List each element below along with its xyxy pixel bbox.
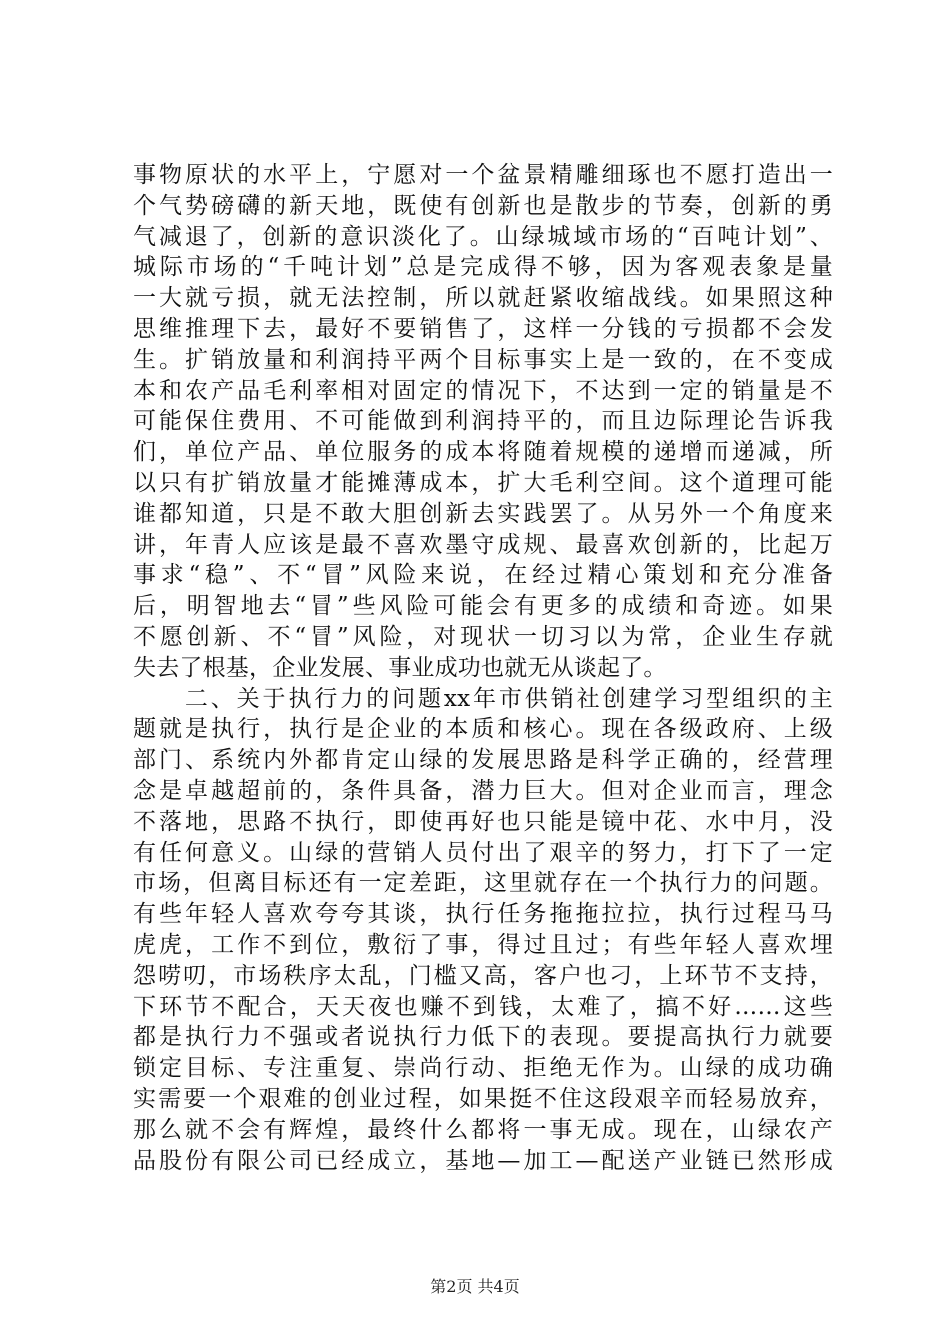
text-line: 题就是执行，执行是企业的本质和核心。现在各级政府、上级	[133, 716, 833, 743]
text-line: 有任何意义。山绿的营销人员付出了艰辛的努力，打下了一定	[133, 839, 833, 866]
text-line: 虎虎，工作不到位，敷衍了事，得过且过；有些年轻人喜欢埋	[133, 931, 833, 958]
text-line: 思维推理下去，最好不要销售了，这样一分钱的亏损都不会发	[133, 315, 833, 342]
text-line: 可能保住费用、不可能做到利润持平的，而且边际理论告诉我	[133, 408, 833, 435]
text-line: 念是卓越超前的，条件具备，潜力巨大。但对企业而言，理念	[133, 777, 833, 804]
text-line: 后，明智地去“冒”些风险可能会有更多的成绩和奇迹。如果	[133, 593, 833, 620]
text-line: 气减退了，创新的意识淡化了。山绿城域市场的“百吨计划”、	[133, 223, 833, 250]
text-line: 市场，但离目标还有一定差距，这里就存在一个执行力的问题。	[133, 870, 833, 897]
text-line: 事物原状的水平上，宁愿对一个盆景精雕细琢也不愿打造出一	[133, 162, 833, 188]
text-line: 事求“稳”、不“冒”风险来说，在经过精心策划和充分准备	[133, 562, 833, 589]
page-footer: 第2页 共4页	[430, 1277, 520, 1296]
text-line: 失去了根基，企业发展、事业成功也就无从谈起了。	[133, 654, 667, 681]
text-line: 谁都知道，只是不敢大胆创新去实践罢了。从另外一个角度来	[133, 500, 833, 527]
text-line: 有些年轻人喜欢夸夸其谈，执行任务拖拖拉拉，执行过程马马	[133, 901, 833, 928]
text-line: 不愿创新、不“冒”风险，对现状一切习以为常，企业生存就	[133, 623, 833, 650]
text-line: 锁定目标、专注重复、崇尚行动、拒绝无作为。山绿的成功确	[133, 1055, 833, 1082]
text-line: 部门、系统内外都肯定山绿的发展思路是科学正确的，经营理	[133, 747, 833, 774]
text-line: 讲，年青人应该是最不喜欢墨守成规、最喜欢创新的，比起万	[133, 531, 833, 558]
text-line: 那么就不会有辉煌，最终什么都将一事无成。现在，山绿农产	[133, 1116, 833, 1143]
text-line: 不落地，思路不执行，即使再好也只能是镜中花、水中月，没	[133, 808, 833, 835]
text-line: 品股份有限公司已经成立，基地—加工—配送产业链已然形成	[133, 1147, 833, 1174]
text-line: 一大就亏损，就无法控制，所以就赶紧收缩战线。如果照这种	[133, 285, 833, 312]
text-line: 下环节不配合，天天夜也赚不到钱，太难了，搞不好……这些	[133, 993, 833, 1020]
text-line: 本和农产品毛利率相对固定的情况下，不达到一定的销量是不	[133, 377, 833, 404]
document-body	[133, 160, 833, 1176]
text-line: 以只有扩销放量才能摊薄成本，扩大毛利空间。这个道理可能	[133, 469, 833, 496]
text-line: 实需要一个艰难的创业过程，如果挺不住这段艰辛而轻易放弃，	[133, 1085, 833, 1112]
text-line: 个气势磅礴的新天地，既使有创新也是散步的节奏，创新的勇	[133, 192, 833, 219]
text-line: 怨唠叨，市场秩序太乱，门槛又高，客户也刁，上环节不支持，	[133, 962, 833, 989]
text-line: 城际市场的“千吨计划”总是完成得不够，因为客观表象是量	[133, 254, 833, 281]
text-line: 二、关于执行力的问题xx年市供销社创建学习型组织的主	[133, 685, 833, 712]
text-line: 们，单位产品、单位服务的成本将随着规模的递增而递减，所	[133, 439, 833, 466]
text-line: 生。扩销放量和利润持平两个目标事实上是一致的，在不变成	[133, 346, 833, 373]
text-line: 都是执行力不强或者说执行力低下的表现。要提高执行力就要	[133, 1024, 833, 1051]
